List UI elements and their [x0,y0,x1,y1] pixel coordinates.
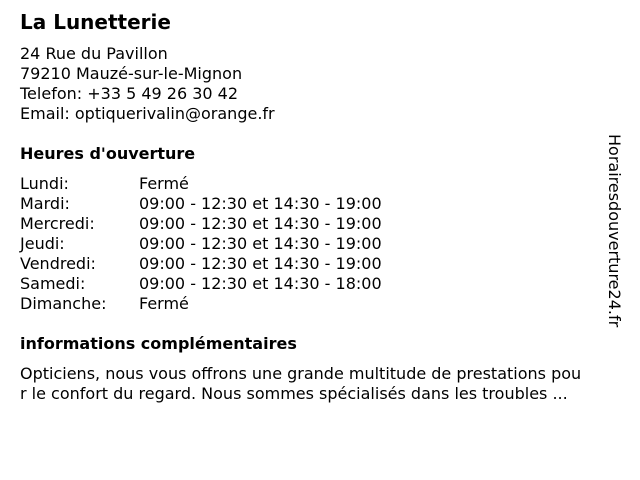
day-label: Dimanche: [20,294,107,313]
additional-info-text [20,364,632,404]
info-text-line: r le confort du regard. Nous sommes spécialisés dans les troubles ... [20,384,568,403]
address-block [20,44,275,124]
hours-value: Fermé [139,294,189,313]
postal-city: 79210 Mauzé-sur-le-Mignon [20,64,243,83]
day-label: Samedi: [20,274,86,293]
hours-value: Fermé [139,174,189,193]
day-label: Lundi: [20,174,69,193]
phone-number: Telefon: +33 5 49 26 30 42 [20,84,239,103]
hours-value: 09:00 - 12:30 et 14:30 - 19:00 [139,214,382,233]
email-address: Email: optiquerivalin@orange.fr [20,104,275,123]
day-label: Mercredi: [20,214,95,233]
hours-value: 09:00 - 12:30 et 14:30 - 18:00 [139,274,382,293]
hours-value: 09:00 - 12:30 et 14:30 - 19:00 [139,234,382,253]
business-name: La Lunetterie [20,10,171,34]
opening-hours-heading: Heures d'ouverture [20,144,196,163]
day-label: Mardi: [20,194,70,213]
info-text-line: Opticiens, nous vous offrons une grande multitude de prestations pou [20,364,582,383]
day-label: Jeudi: [20,234,65,253]
site-watermark: Horairesdouverture24.fr [605,134,624,328]
hours-value: 09:00 - 12:30 et 14:30 - 19:00 [139,254,382,273]
street-address: 24 Rue du Pavillon [20,44,168,63]
day-label: Vendredi: [20,254,96,273]
hours-value: 09:00 - 12:30 et 14:30 - 19:00 [139,194,382,213]
additional-info-heading: informations complémentaires [20,334,297,353]
